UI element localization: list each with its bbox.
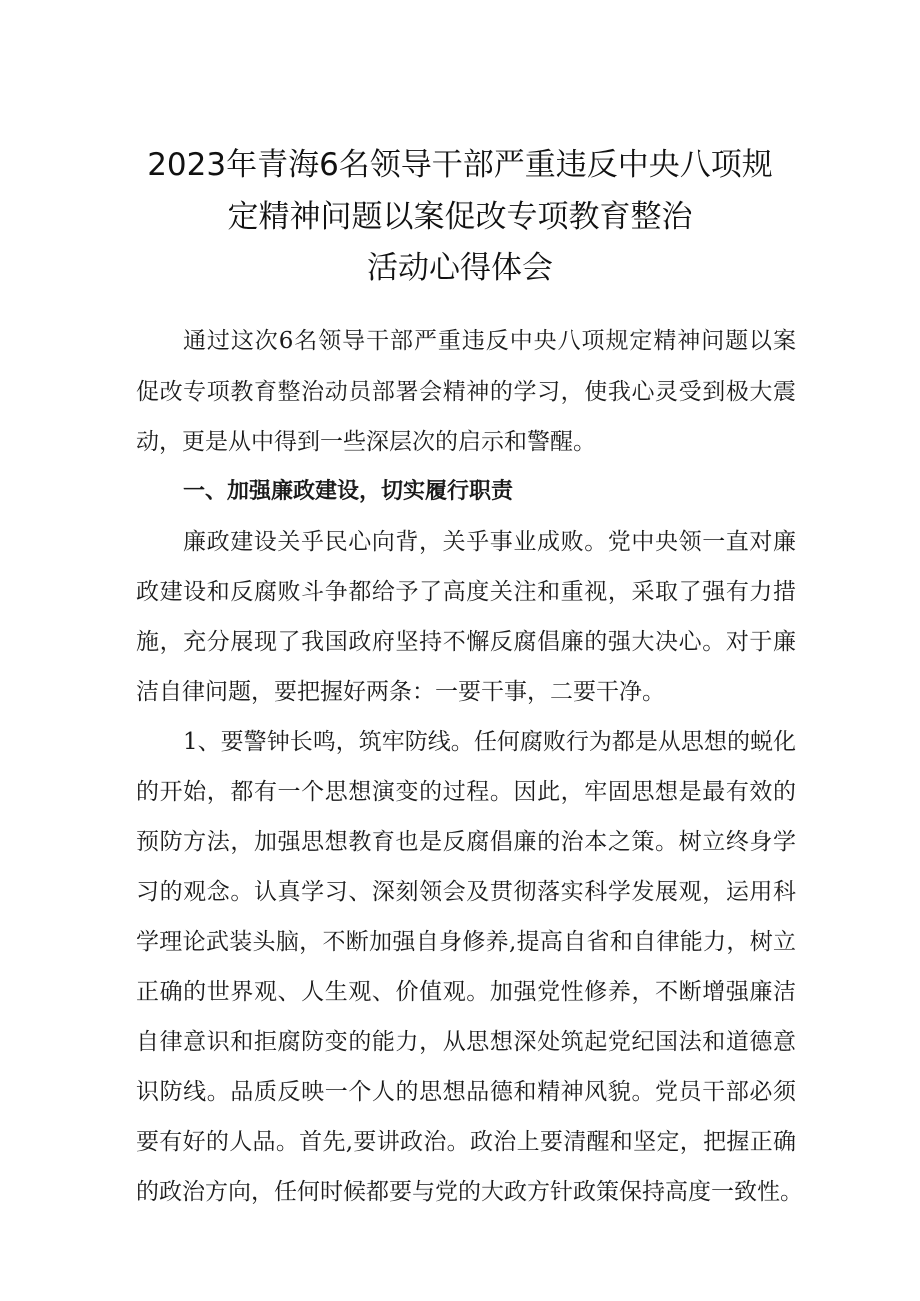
paragraph-1-line-2: 促改专项教育整治动员部署会精神的学习，使我心灵受到极大震 <box>136 379 796 405</box>
document-title-line-3: 活动心得体会 <box>367 250 553 286</box>
paragraph-3-line-6: 正确的世界观、人生观、价值观。加强党性修养，不断增强廉洁 <box>136 979 796 1005</box>
document-title-line-2: 定精神问题以案促改专项教育整治 <box>227 199 693 235</box>
paragraph-2-line-3: 施，充分展现了我国政府坚持不懈反腐倡廉的强大决心。对于廉 <box>136 629 796 655</box>
paragraph-2-line-1: 廉政建设关乎民心向背，关乎事业成败。党中央领一直对廉 <box>183 529 796 555</box>
paragraph-3-line-8: 识防线。品质反映一个人的思想品德和精神风貌。党员干部必须 <box>136 1079 796 1105</box>
paragraph-3-line-2: 的开始，都有一个思想演变的过程。因此，牢固思想是最有效的 <box>136 779 796 805</box>
paragraph-3-line-5: 学理论武装头脑，不断加强自身修养,提高自省和自律能力，树立 <box>136 929 796 955</box>
document-title-line-1: 2023年青海6名领导干部严重违反中央八项规 <box>147 147 773 183</box>
paragraph-3-line-7: 自律意识和拒腐防变的能力，从思想深处筑起党纪国法和道德意 <box>136 1029 796 1055</box>
paragraph-3-line-4: 习的观念。认真学习、深刻领会及贯彻落实科学发展观，运用科 <box>136 879 796 905</box>
paragraph-2-line-4: 洁自律问题，要把握好两条：一要干事，二要干净。 <box>136 679 665 705</box>
paragraph-2-line-2: 政建设和反腐败斗争都给予了高度关注和重视，采取了强有力措 <box>136 579 796 605</box>
paragraph-3-line-1: 1、要警钟长鸣，筑牢防线。任何腐败行为都是从思想的蜕化 <box>183 729 796 755</box>
section-heading-1: 一、加强廉政建设，切实履行职责 <box>183 479 514 504</box>
paragraph-1-line-3: 动，更是从中得到一些深层次的启示和警醒。 <box>136 429 596 455</box>
paragraph-3-line-9: 要有好的人品。首先,要讲政治。政治上要清醒和坚定，把握正确 <box>136 1129 796 1155</box>
paragraph-1-line-1: 通过这次6名领导干部严重违反中央八项规定精神问题以案 <box>183 328 796 354</box>
paragraph-3-line-10: 的政治方向，任何时候都要与党的大政方针政策保持高度一致性。 <box>136 1179 803 1205</box>
paragraph-3-line-3: 预防方法，加强思想教育也是反腐倡廉的治本之策。树立终身学 <box>136 829 796 855</box>
